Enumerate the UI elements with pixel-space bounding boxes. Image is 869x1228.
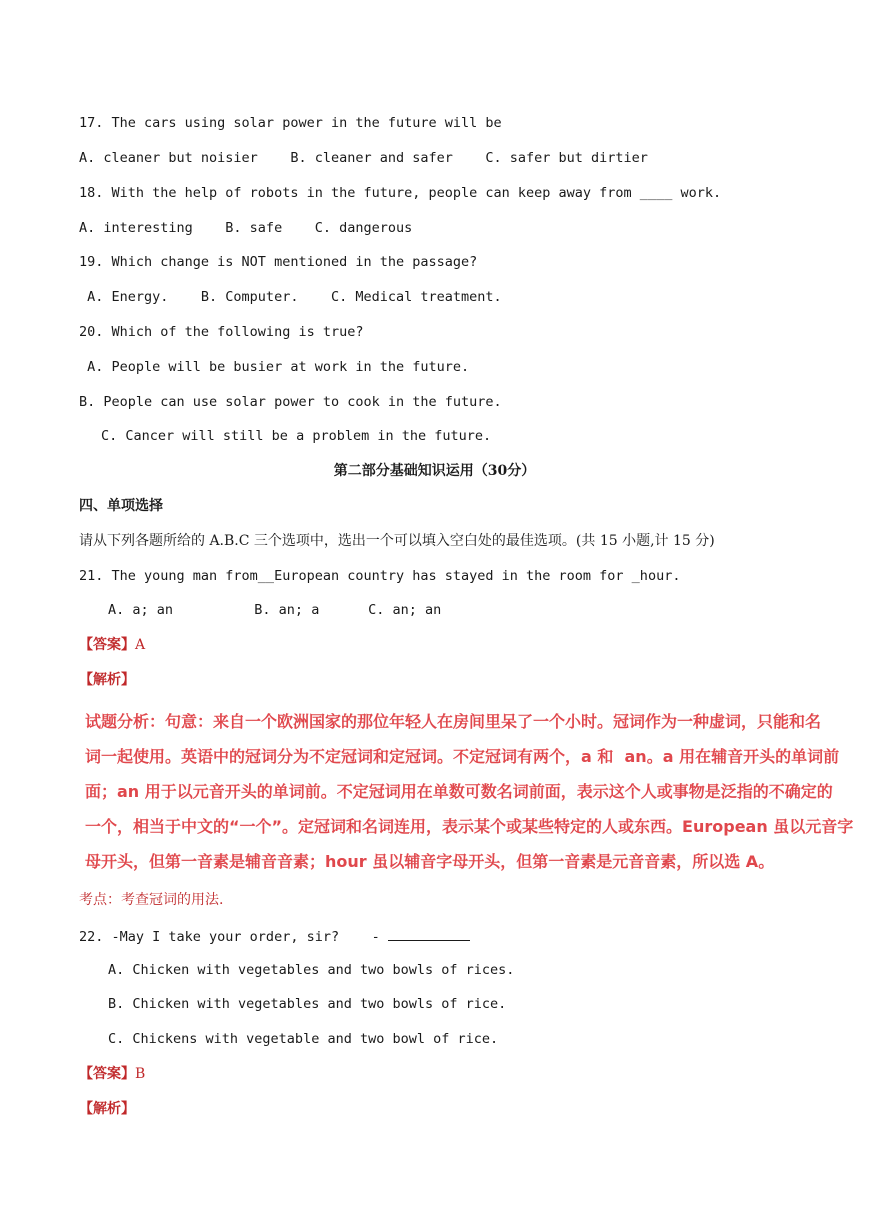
section-heading: 四、单项选择 [79,498,163,514]
q22-stem: 22. -May I take your order, sir? - [79,929,388,945]
q19-options: A. Energy. B. Computer. C. Medical treatment. [79,289,502,305]
section-title: 第二部分基础知识运用（30分） [333,463,536,479]
analysis-line: 面；an 用于以元音开头的单词前。不定冠词用在单数可数名词前面，表示这个人或事物是泛指的不确定的 [85,782,833,801]
answer-label: 【答案】 [79,637,135,653]
answer-value: A [135,637,146,653]
q22-stem-row [79,927,470,946]
q21-answer [79,636,145,654]
q21-kaodian: 考点：考查冠词的用法. [79,892,224,908]
answer-blank [388,927,470,941]
q22-option-c: C. Chickens with vegetable and two bowl of rice. [108,1031,499,1047]
q22-option-a: A. Chicken with vegetables and two bowls of rices. [108,962,515,978]
answer-label: 【答案】 [79,1066,135,1082]
analysis-line: 母开头，但第一音素是辅音音素；hour 虽以辅音字母开头，但第一音素是元音音素，所以选 A。 [85,852,775,871]
analysis-line: 词一起使用。英语中的冠词分为不定冠词和定冠词。不定冠词有两个，a 和 an。a 用在辅音开头的单词前 [85,747,840,766]
q22-option-b: B. Chicken with vegetables and two bowls of rice. [108,996,507,1012]
q22-analysis-label: 【解析】 [79,1101,135,1117]
answer-value: B [135,1066,146,1082]
q20-option-c: C. Cancer will still be a problem in the future. [101,428,492,444]
q20-option-a: A. People will be busier at work in the future. [79,359,470,375]
q22-answer [79,1065,145,1083]
q18-options: A. interesting B. safe C. dangerous [79,220,413,236]
analysis-line: 一个，相当于中文的“一个”。定冠词和名词连用，表示某个或某些特定的人或东西。European 虽以元音字 [85,817,854,836]
q17-stem: 17. The cars using solar power in the future will be [79,115,502,131]
q19-stem: 19. Which change is NOT mentioned in the passage? [79,254,478,270]
q21-options: A. a; an B. an; a C. an; an [108,602,442,618]
q21-analysis-label: 【解析】 [79,672,135,688]
q20-option-b: B. People can use solar power to cook in the future. [79,394,502,410]
q18-stem: 18. With the help of robots in the future, people can keep away from ____ work. [79,185,722,201]
q21-stem: 21. The young man from__European country has stayed in the room for _hour. [79,568,681,584]
q17-options: A. cleaner but noisier B. cleaner and safer C. safer but dirtier [79,150,648,166]
analysis-line: 试题分析：句意：来自一个欧洲国家的那位年轻人在房间里呆了一个小时。冠词作为一种虚词，只能和名 [85,712,822,731]
section-instruction: 请从下列各题所给的 A.B.C 三个选项中，选出一个可以填入空白处的最佳选项。(共 15 小题,计 15 分) [79,533,715,549]
q20-stem: 20. Which of the following is true? [79,324,364,340]
